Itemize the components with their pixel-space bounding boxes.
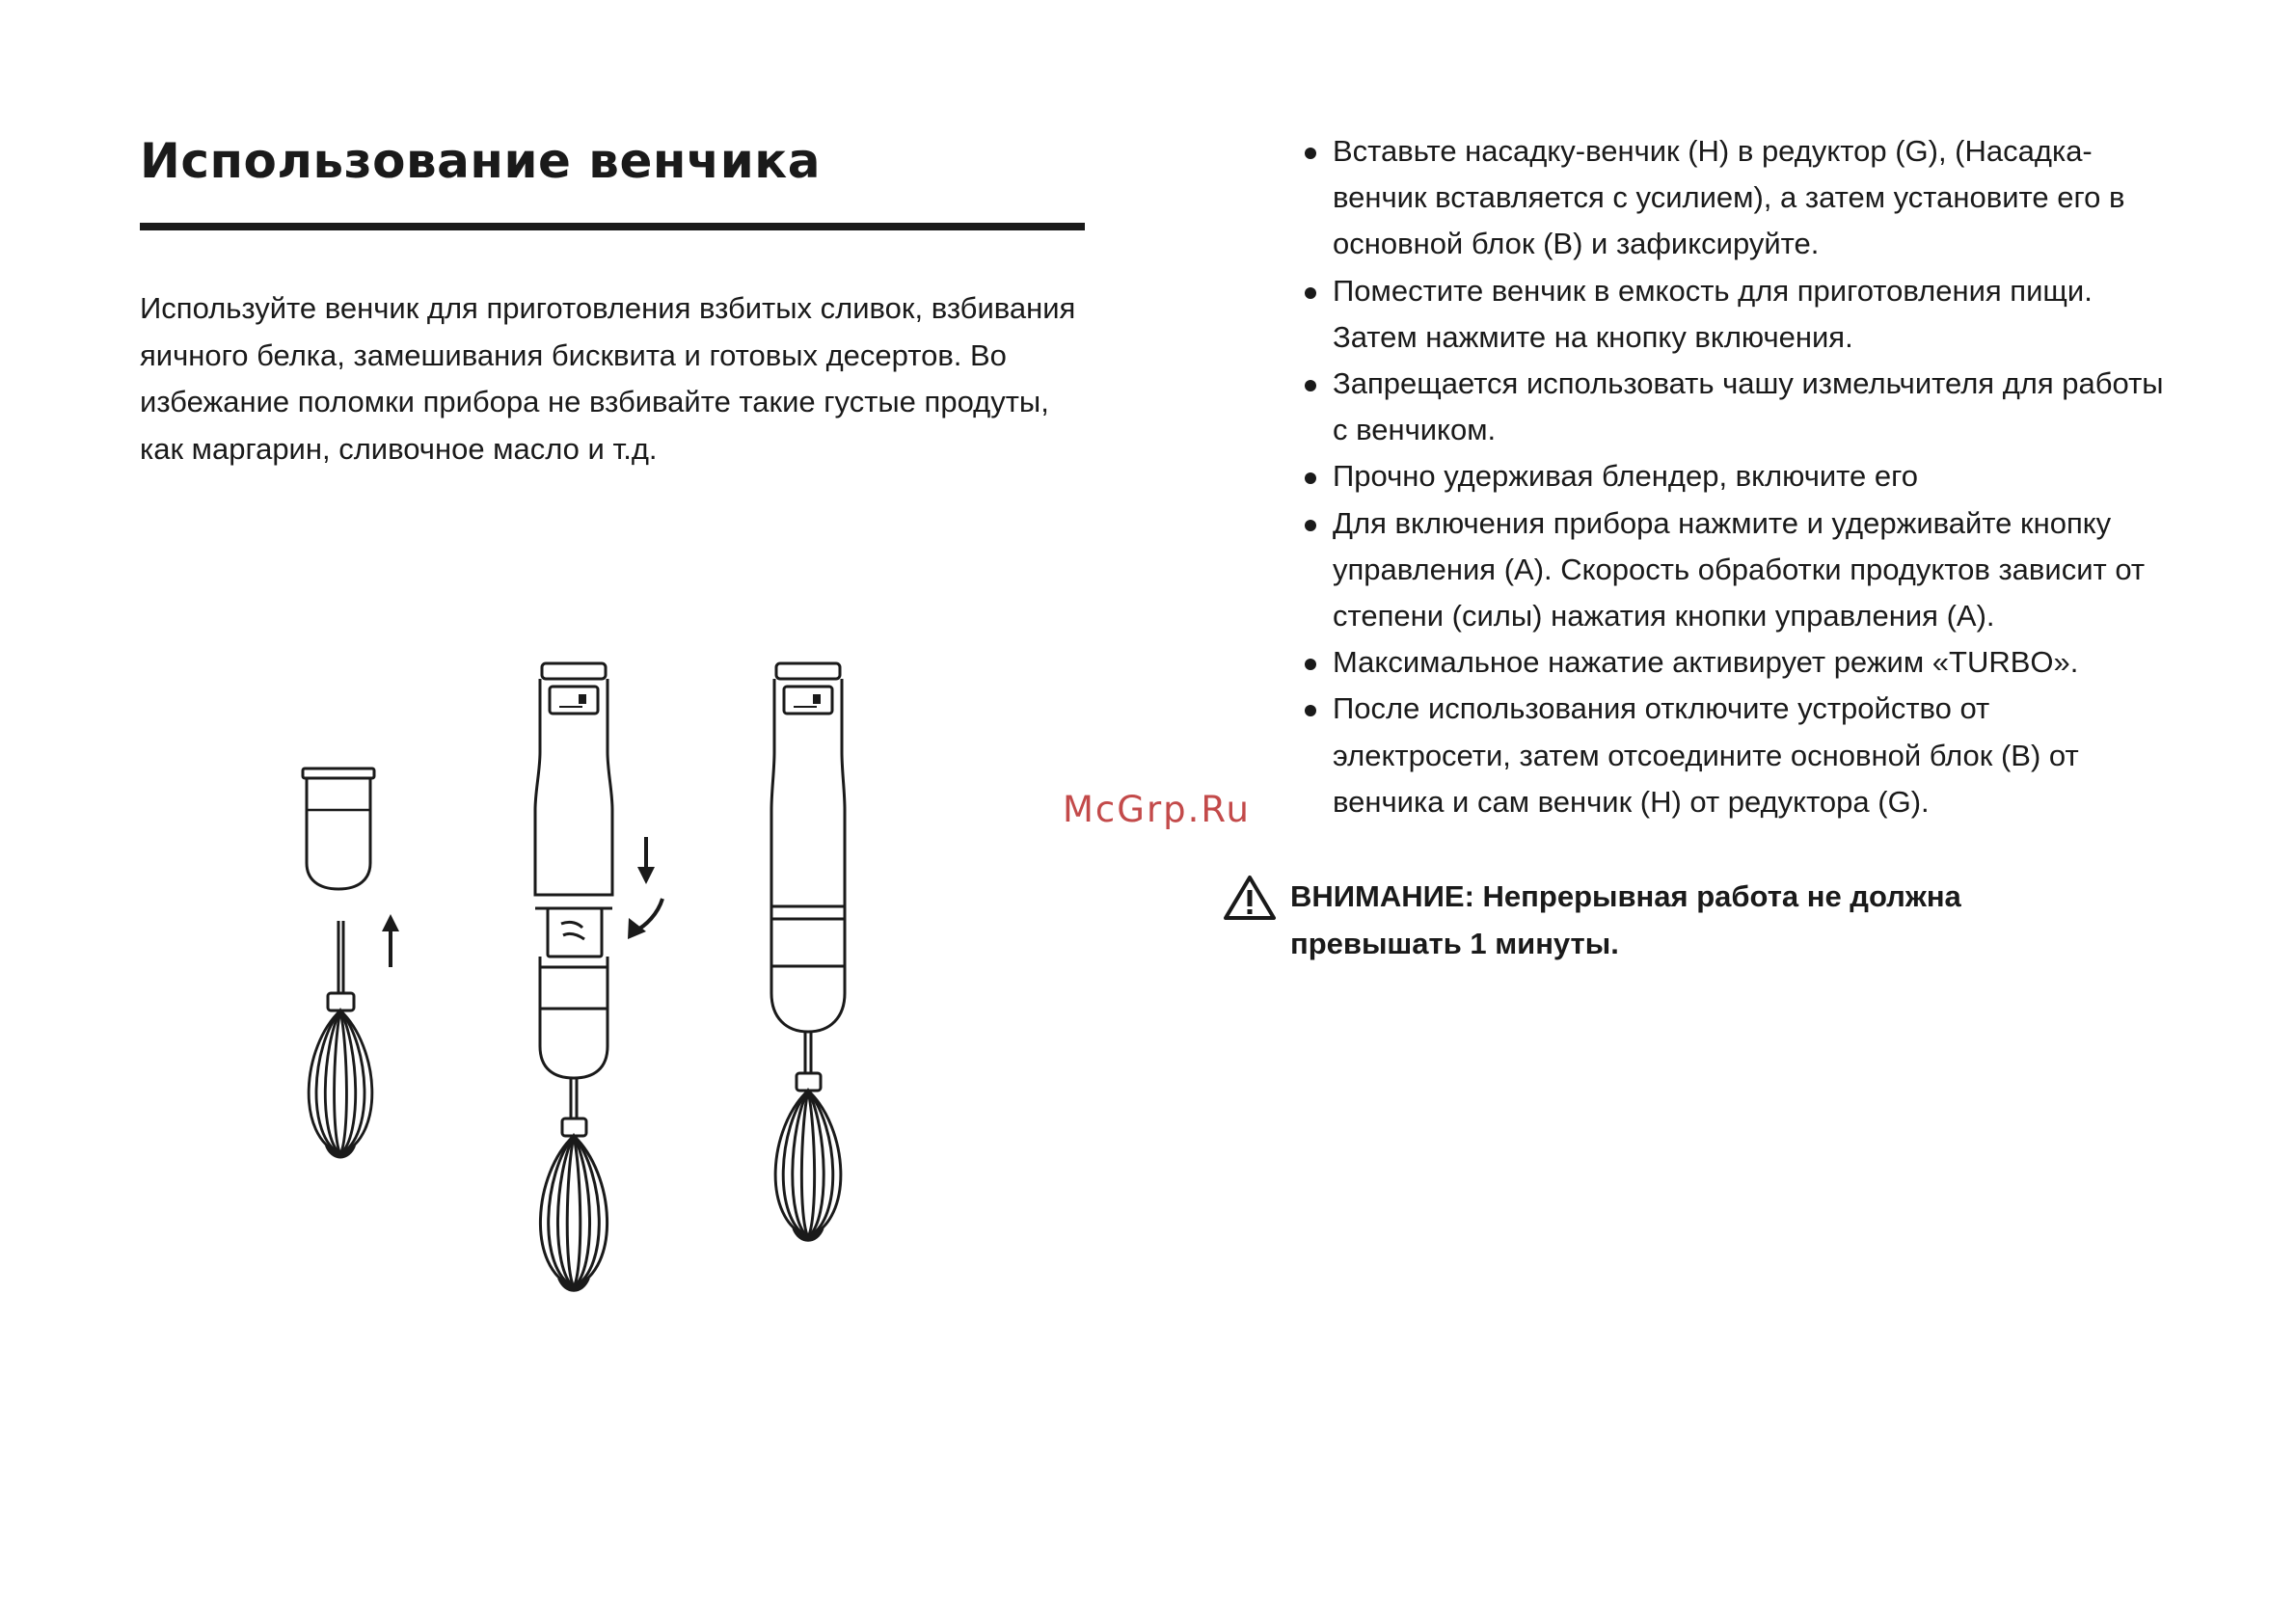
watermark: McGrp.Ru (1063, 789, 1251, 830)
gearbox-icon (303, 769, 374, 889)
instruction-step: Максимальное нажатие активирует режим «TURBO». (1302, 639, 2170, 686)
instruction-step: Запрещается использовать чашу измельчителя для работы с венчиком. (1302, 361, 2170, 453)
blender-assembled-icon (771, 663, 845, 1239)
blender-body-icon (535, 663, 612, 1289)
arrow-down-icon (637, 837, 655, 884)
instruction-step: Вставьте насадку-венчик (H) в редуктор (G), (Насадка-венчик вставляется с усилием), а затем установите его в основной блок (B) и зафиксируйте. (1302, 128, 2170, 268)
instruction-step: Поместите венчик в емкость для приготовления пищи. Затем нажмите на кнопку включения. (1302, 268, 2170, 361)
instruction-step: После использования отключите устройство от электросети, затем отсоедините основной блок (B) от венчика и сам венчик (H) от редуктора (G). (1302, 686, 2170, 825)
instruction-step: Прочно удерживая блендер, включите его (1302, 453, 2170, 499)
intro-paragraph: Используйте венчик для приготовления взбитых сливок, взбивания яичного белка, замешивания бисквита и готовых десертов. Во избежание поломки прибора не взбивайте такие густые продуты, как маргарин, сливочное масло и т.д. (140, 291, 1076, 466)
title-underline (140, 223, 1085, 230)
warning-triangle-icon (1223, 874, 1277, 922)
instruction-list (1302, 128, 2170, 825)
page-title: Использование венчика (140, 133, 821, 189)
whisk-assembly-illustration (270, 636, 887, 1311)
instruction-step: Для включения прибора нажмите и удерживайте кнопку управления (А). Скорость обработки продуктов зависит от степени (силы) нажатия кнопки управления (А). (1302, 500, 2170, 640)
warning-text: ВНИМАНИЕ: Непрерывная работа не должна превышать 1 минуты. (1290, 879, 1961, 960)
rotate-arrow-icon (628, 899, 662, 939)
arrow-up-icon (382, 914, 399, 967)
whisk-icon (309, 921, 372, 1156)
